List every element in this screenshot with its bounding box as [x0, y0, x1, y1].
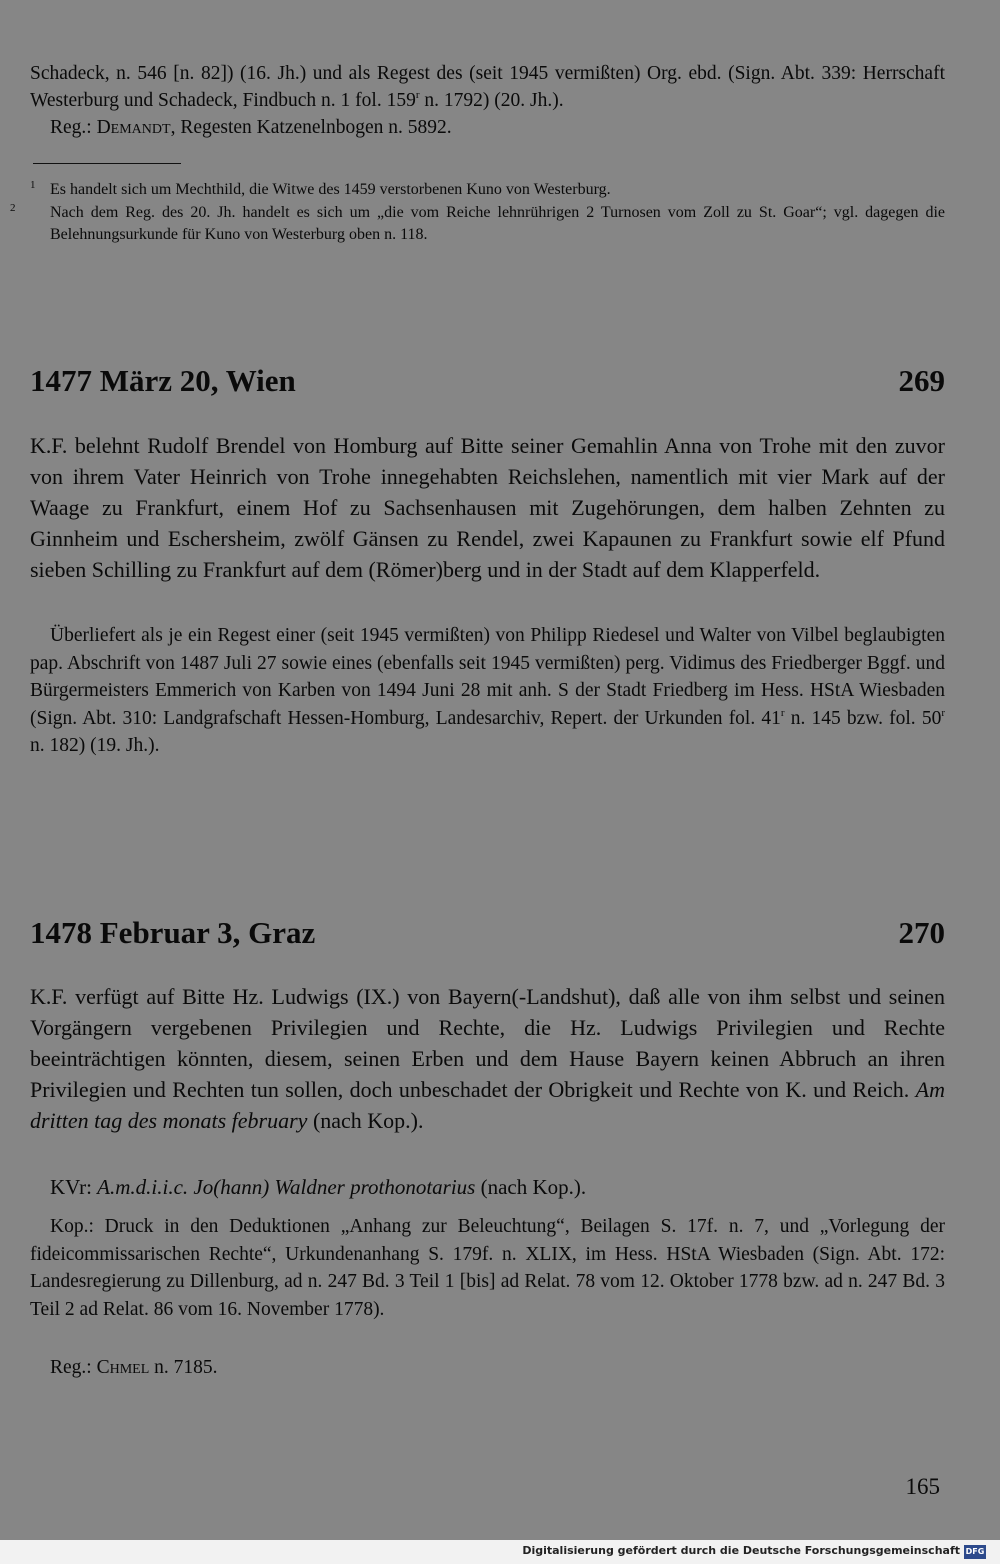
- tradition-sup-1: r: [780, 706, 785, 719]
- reg-label: Reg.:: [50, 117, 97, 138]
- kvr-text: A.m.d.i.i.c. Jo(hann) Waldner prothonotarius: [97, 1175, 476, 1199]
- reg-author: Demandt: [96, 117, 171, 138]
- entry-270-date-place: 1478 Februar 3, Graz: [30, 915, 316, 950]
- continuation-tail: n. 1792) (20. Jh.).: [419, 90, 564, 111]
- entry-270-regest: [30, 1354, 965, 1381]
- summary-tail: (nach Kop.).: [307, 1108, 424, 1133]
- footnote-2-number: 2: [10, 202, 16, 214]
- reg-tail: , Regesten Katzenelnbogen n. 5892.: [170, 117, 452, 138]
- entry-270-number: 270: [898, 915, 945, 950]
- entry-269-summary: K.F. belehnt Rudolf Brendel von Homburg auf Bitte seiner Gemahlin Anna von Trohe mit den zuvor von ihrem Vater Heinrich von Trohe innegehabten Reichslehen, namentlich mit vier Mark auf der Waage zu Frankfurt, einem Hof zu Sachsenhausen mit Zugehörungen, dem halben Zehnten zu Ginnheim und Eschersheim, zwölf Gänsen zu Rendel, zwei Kapaunen zu Frankfurt sowie elf Pfund sieben Schilling zu Frankfurt auf dem (Römer)berg und in der Stadt auf dem Klapperfeld.: [30, 433, 945, 582]
- reg-tail: n. 7185.: [149, 1357, 218, 1378]
- footnote-2: [10, 197, 945, 246]
- continuation-line: Schadeck, n. 546 [n. 82]) (16. Jh.) und als Regest des (seit 1945 vermißten) Org. ebd. (Sign. Abt. 339: Herrschaft Westerburg und Schadeck, Findbuch n. 1 fol. 159: [30, 63, 945, 111]
- summary-quote: Am dritten tag des monats february: [30, 1077, 945, 1133]
- reg-author: Chmel: [96, 1357, 150, 1378]
- entry-270-heading: [30, 915, 945, 951]
- entry-270-kvr: [30, 1172, 965, 1202]
- footnote-1-text: Es handelt sich um Mechthild, die Witwe des 1459 verstorbenen Kuno von Westerburg.: [50, 181, 611, 198]
- entry-269-date-place: 1477 März 20, Wien: [30, 363, 296, 398]
- continuation-text: [30, 60, 945, 141]
- tradition-text-c: n. 182) (19. Jh.).: [30, 735, 160, 757]
- continuation-regest: [30, 114, 945, 141]
- entry-270-summary: [30, 981, 945, 1136]
- entry-269-number: 269: [898, 363, 945, 398]
- entry-269-heading: [30, 363, 945, 399]
- digitization-credit: Digitalisierung gefördert durch die Deutsche Forschungsgemeinschaft: [522, 1544, 960, 1557]
- summary-text: K.F. verfügt auf Bitte Hz. Ludwigs (IX.) von Bayern(-Landshut), daß alle von ihm selbst und seinen Vorgängern vergebenen Privilegien und Rechte, die Hz. Ludwigs Privilegien und Rechte beeinträchtigen könnten, diesem, seinen Erben und dem Hause Bayern keinen Abbruch an ihren Privilegien und Rechten tun sollen, doch unbeschadet der Obrigkeit und Rechte von K. und Reich.: [30, 984, 945, 1102]
- entry-270-copies: Kop.: Druck in den Deduktionen „Anhang zur Beleuchtung“, Beilagen S. 17f. n. 7, und „Vorlegung der fideicommissarischen Rechte“, Urkundenanhang S. 179f. n. XLIX, im Hess. HStA Wiesbaden (Sign. Abt. 172: Landesregierung zu Dillenburg, ad n. 247 Bd. 3 Teil 1 [bis] ad Relat. 78 vom 12. Oktober 1778 bzw. ad n. 247 Bd. 3 Teil 2 ad Relat. 86 vom 16. November 1778).: [30, 1216, 945, 1320]
- tradition-text-a: Überliefert als je ein Regest einer (seit 1945 vermißten) von Philipp Riedesel und Walter von Vilbel beglaubigten pap. Abschrift von 1487 Juli 27 sowie eines (ebenfalls seit 1945 vermißten) perg. Vidimus des Friedberger Bggf. und Bürgermeisters Emmerich von Karben von 1494 Juni 28 mit anh. S der Stadt Friedberg im Hess. HStA Wiesbaden (Sign. Abt. 310: Landgrafschaft Hessen-Homburg, Landesarchiv, Repert. der Urkunden fol. 41: [30, 625, 945, 729]
- page-number: 165: [905, 1474, 940, 1499]
- tradition-sup-2: r: [941, 706, 946, 719]
- reg-label: Reg.:: [50, 1357, 97, 1378]
- kvr-label: KVr:: [50, 1175, 98, 1199]
- continuation-sup: r: [415, 89, 420, 101]
- digitization-footer: [0, 1540, 1000, 1564]
- continuation-paragraph: [30, 60, 945, 114]
- dfg-logo: DFG: [964, 1545, 986, 1559]
- footnote-divider: [33, 163, 181, 164]
- footnote-2-text: Nach dem Reg. des 20. Jh. handelt es sich um „die vom Reiche lehnrührigen 2 Turnosen vom Zoll zu St. Goar“; vgl. dagegen die Belehnungsurkunde für Kuno von Westerburg oben n. 118.: [50, 204, 945, 243]
- kvr-tail: (nach Kop.).: [475, 1175, 587, 1199]
- entry-269-tradition: [30, 622, 945, 760]
- tradition-text-b: n. 145 bzw. fol. 50: [784, 707, 942, 729]
- footnote-1-number: 1: [30, 179, 36, 191]
